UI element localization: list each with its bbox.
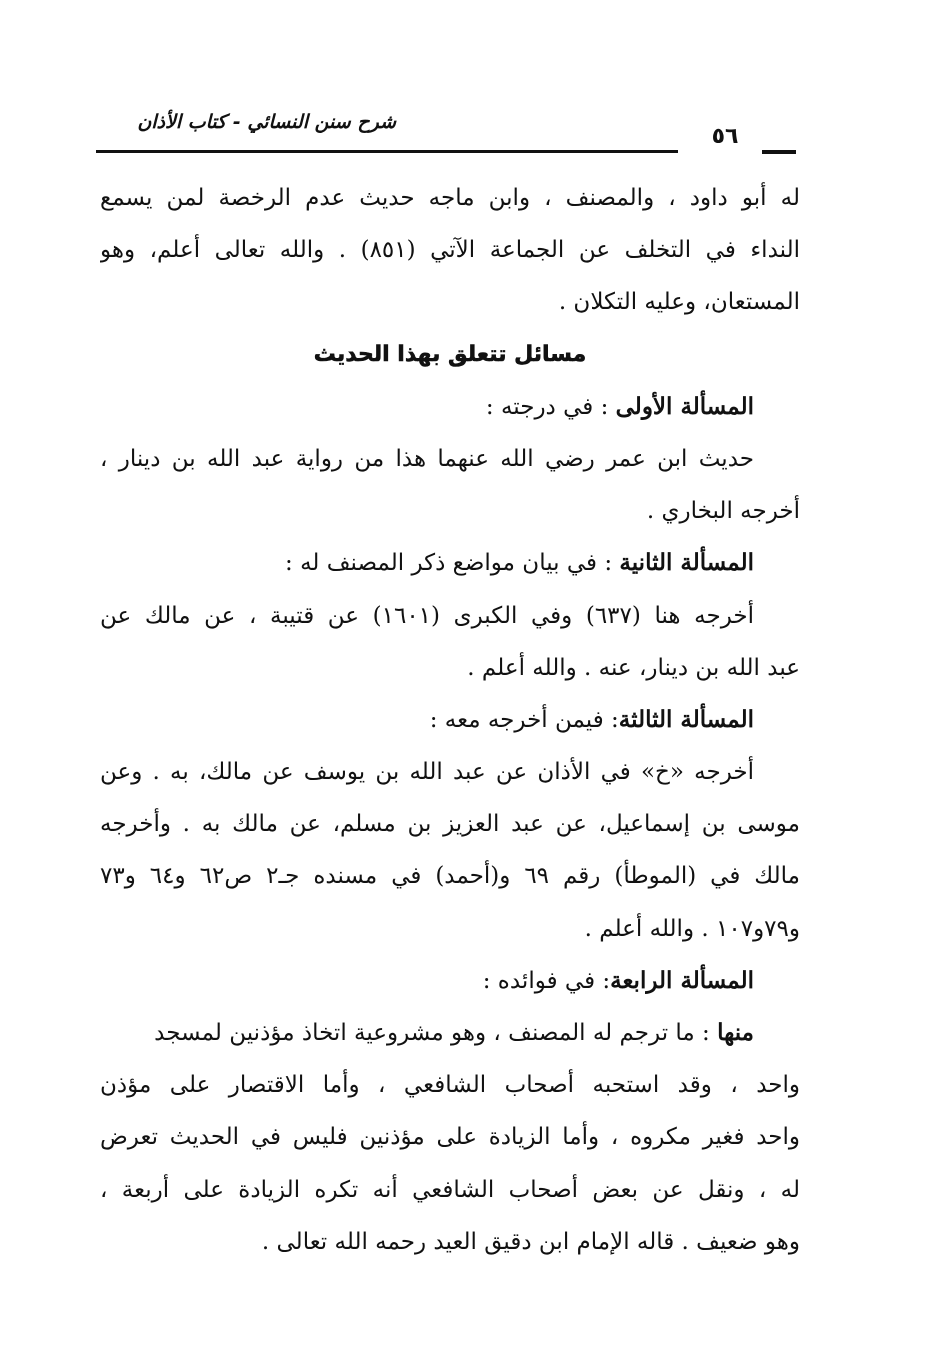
q1-line-2: أخرجه البخاري . [646, 498, 800, 525]
intro-line-2: النداء في التخلف عن الجماعة الآتي (٨٥١) . والله تعالى أعلم، وهو [100, 237, 800, 264]
q2-line-1: أخرجه هنا (٦٣٧) وفي الكبرى (١٦٠١) عن قتيبة ، عن مالك عن [100, 602, 754, 629]
q3-title: : فيمن أخرجه معه : [429, 706, 619, 733]
q3-heading [100, 694, 800, 746]
q3-line-1: أخرجه «خ» في الأذان عن عبد الله بن يوسف عن مالك، به . وعن [100, 759, 754, 786]
q1-line-1: حديث ابن عمر رضي الله عنهما هذا من رواية عبد الله بن دينار ، [100, 445, 754, 472]
q4-line-3: واحد فغير مكروه ، وأما الزيادة على مؤذنين فليس في الحديث تعرض [100, 1124, 800, 1151]
section-heading: مسائل تتعلق بهذا الحديث [313, 341, 587, 367]
q3-line-2: موسى بن إسماعيل، عن عبد العزيز بن مسلم، عن مالك به . وأخرجه [100, 811, 800, 838]
header-rule [96, 150, 678, 153]
q4-heading [100, 955, 800, 1007]
q3-label: المسألة الثالثة [618, 705, 754, 733]
q4-line-1 [100, 1007, 800, 1059]
q2-line-2: عبد الله بن دينار، عنه . والله أعلم . [467, 654, 800, 681]
q1-heading [100, 381, 800, 433]
q4-label: المسألة الرابعة [610, 966, 754, 994]
page-number: ٥٦ [711, 124, 739, 149]
header-dash [762, 150, 796, 154]
q2-title: : في بيان مواضع ذكر المصنف له : [285, 550, 620, 577]
q4-line-2: واحد ، وقد استحبه أصحاب الشافعي ، وأما الاقتصار على مؤذن [100, 1072, 800, 1099]
q1-label: المسألة الأولى [615, 392, 754, 420]
q1-title: : في درجته : [485, 393, 616, 420]
q2-label: المسألة الثانية [619, 549, 754, 577]
intro-line-1: له أبو داود ، والمصنف ، وابن ماجه حديث عدم الرخصة لمن يسمع [100, 185, 800, 211]
q4-line-4: له ، ونقل عن بعض أصحاب الشافعي أنه تكره الزيادة على أربعة ، [100, 1176, 800, 1203]
q3-line-4: و٧٩و١٠٧ . والله أعلم . [584, 915, 800, 942]
q4-lead-label: منها [717, 1019, 754, 1046]
body-text [100, 172, 800, 1268]
q3-line-3: مالك في (الموطأ) رقم ٦٩ و(أحمد) في مسنده جـ٢ ص٦٢ و٦٤ و٧٣ [100, 863, 800, 890]
q4-line-1-text: : ما ترجم له المصنف ، وهو مشروعية اتخاذ مؤذنين لمسجد [154, 1020, 718, 1046]
running-title: شرح سنن النسائي - كتاب الأذان [137, 111, 396, 133]
q4-line-5: وهو ضعيف . قاله الإمام ابن دقيق العيد رحمه الله تعالى . [261, 1228, 800, 1255]
q2-heading [100, 537, 800, 589]
intro-line-3: المستعان، وعليه التكلان . [558, 289, 800, 316]
q4-title: : في فوائده : [482, 967, 611, 994]
